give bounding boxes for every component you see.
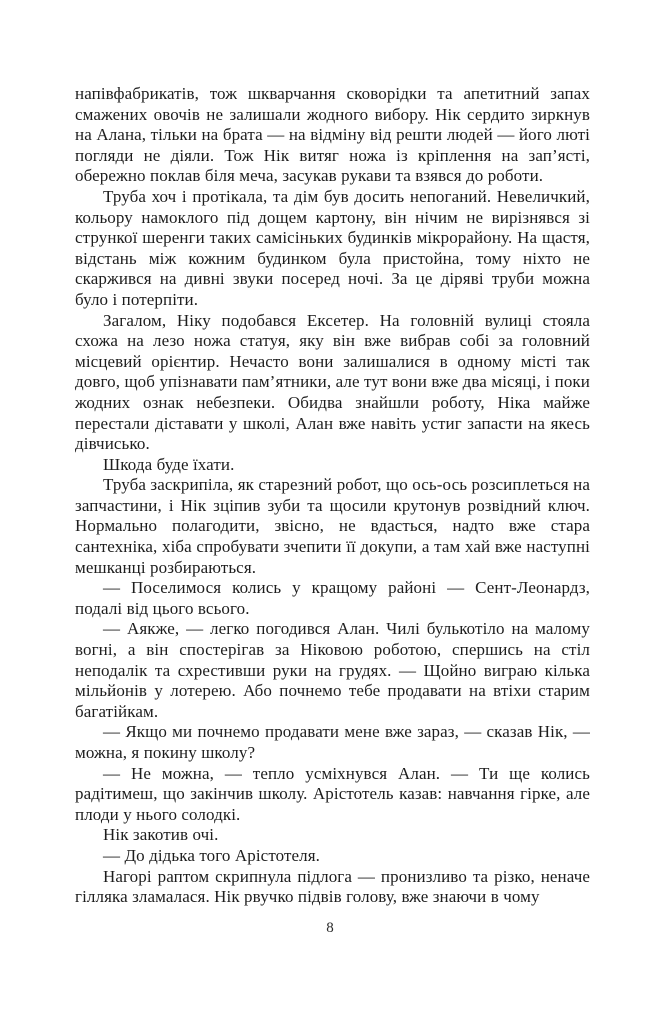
paragraph: Нік закотив очі. <box>103 825 219 845</box>
paragraph: — Не можна, — тепло усміхнувся Алан. — Ти ще колись радітимеш, що закінчив школу. Арістотель казав: навчання гірке, але плоди у нього солодкі. <box>75 763 590 824</box>
paragraph: напівфабрикатів, тож шкварчання сковорідки та апетитний запах смажених овочів не залишали жодного вибору. Нік сердито зиркнув на Алана, тільки на брата — на відміну від решти людей — його люті погляди не діяли. Тож Нік витяг ножа із кріплення на зап’ясті, обережно поклав біля меча, засукав рукави та взявся до роботи. <box>75 84 590 186</box>
page-number: 8 <box>326 920 334 936</box>
paragraph: — Аякже, — легко погодився Алан. Чилі булькотіло на малому вогні, а він спостерігав за Ніковою роботою, спершись на стіл неподалік та схрестивши руки на грудях. — Щойно виграю кілька мільйонів у лотерею. Або почнемо тебе продавати на втіхи старим багатійкам. <box>75 619 590 721</box>
paragraph: Шкода буде їхати. <box>103 454 235 474</box>
paragraph: Труба хоч і протікала, та дім був досить непоганий. Невеличкий, кольору намоклого під дощем картону, він нічим не вирізнявся зі стрункої шеренги таких самісіньких будинків мікрорайону. На щастя, відстань між кожним будинком була пристойна, тому ніхто не скаржився на дивні звуки посеред ночі. За це діряві труби можна було і потерпіти. <box>75 186 590 309</box>
paragraph: Нагорі раптом скрипнула підлога — пронизливо та різко, неначе гілляка зламалася. Нік рвучко підвів голову, вже знаючи в чому <box>75 866 590 907</box>
paragraph: — Якщо ми почнемо продавати мене вже зараз, — сказав Нік, — можна, я покину школу? <box>75 722 590 762</box>
paragraph: Загалом, Ніку подобався Ексетер. На головній вулиці стояла схожа на лезо ножа статуя, яку він вже вибрав собі за головний місцевий орієнтир. Нечасто вони залишалися в одному місті так довго, щоб упізнавати пам’ятники, але тут вони вже два місяці, і поки жодних ознак небезпеки. Обидва знайшли роботу, Ніка майже перестали діставати у школі, Алан вже навіть устиг запасти на якесь дівчисько. <box>75 310 590 454</box>
text-block <box>75 84 590 908</box>
paragraph: — Поселимося колись у кращому районі — Сент-Леонардз, подалі від цього всього. <box>75 578 590 618</box>
paragraph: Труба заскрипіла, як старезний робот, що ось-ось розсиплеться на запчастини, і Нік зціпив зуби та щосили крутонув розвідний ключ. Нормально полагодити, звісно, не вдасться, надто вже стара сантехніка, хіба спробувати зчепити її докупи, а там хай вже наступні мешканці розбираються. <box>75 475 590 577</box>
paragraph: — До дідька того Арістотеля. <box>103 845 321 865</box>
